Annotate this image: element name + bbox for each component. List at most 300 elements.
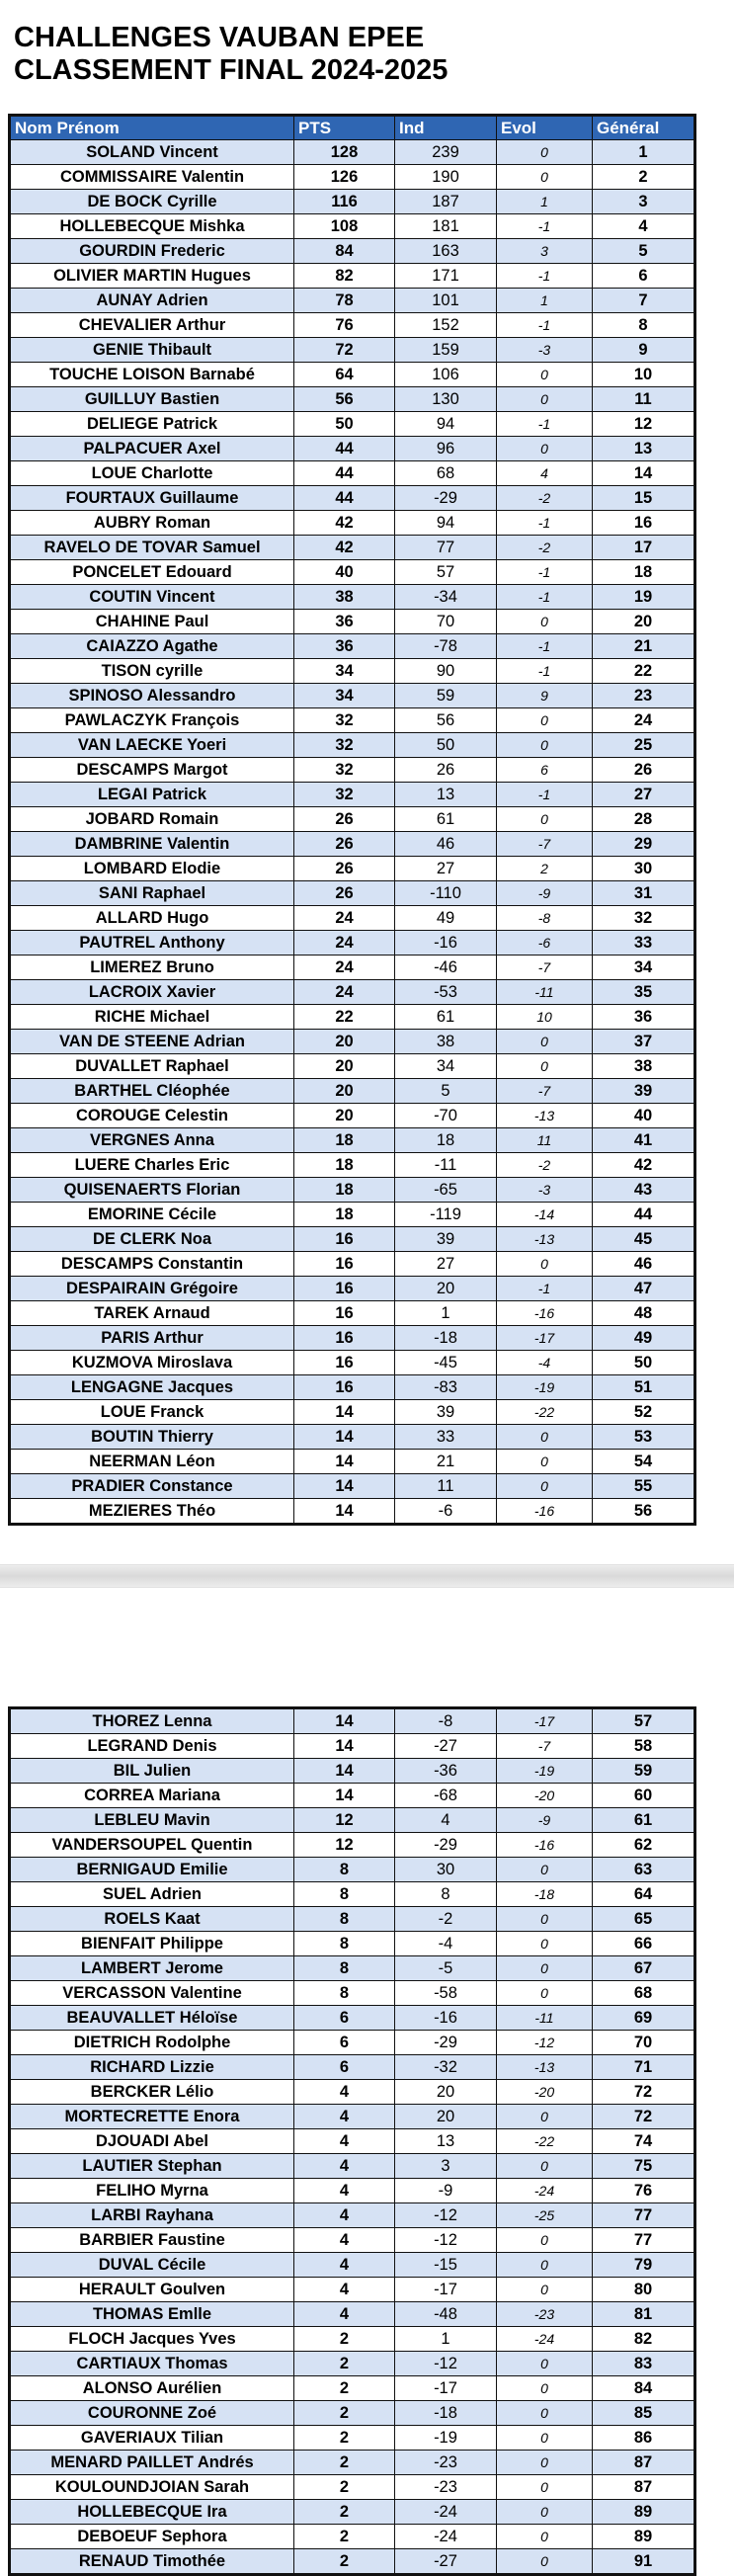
cell-name: PALPACUER Axel (10, 437, 294, 461)
cell-rank: 16 (593, 511, 695, 536)
cell-rank: 74 (593, 2129, 695, 2154)
cell-evol: -7 (497, 1734, 593, 1759)
cell-name: GENIE Thibault (10, 338, 294, 363)
cell-evol: -19 (497, 1375, 593, 1400)
cell-rank: 84 (593, 2376, 695, 2401)
cell-ind: -27 (395, 2549, 497, 2575)
cell-ind: 94 (395, 412, 497, 437)
cell-name: OLIVIER MARTIN Hugues (10, 264, 294, 289)
cell-pts: 44 (294, 486, 395, 511)
cell-pts: 108 (294, 214, 395, 239)
table-row (10, 1277, 695, 1301)
cell-pts: 128 (294, 140, 395, 165)
cell-evol: 0 (497, 1030, 593, 1054)
cell-pts: 126 (294, 165, 395, 190)
cell-pts: 16 (294, 1227, 395, 1252)
cell-pts: 82 (294, 264, 395, 289)
cell-name: TOUCHE LOISON Barnabé (10, 363, 294, 387)
cell-rank: 57 (593, 1708, 695, 1734)
table-row (10, 1474, 695, 1499)
cell-name: DESPAIRAIN Grégoire (10, 1277, 294, 1301)
cell-name: SANI Raphael (10, 881, 294, 906)
cell-ind: 50 (395, 733, 497, 758)
cell-pts: 16 (294, 1252, 395, 1277)
cell-name: FLOCH Jacques Yves (10, 2327, 294, 2352)
table-row (10, 1128, 695, 1153)
cell-rank: 18 (593, 560, 695, 585)
cell-rank: 77 (593, 2203, 695, 2228)
cell-evol: -22 (497, 1400, 593, 1425)
cell-ind: -17 (395, 2376, 497, 2401)
cell-ind: 13 (395, 783, 497, 807)
cell-evol: -1 (497, 560, 593, 585)
cell-pts: 2 (294, 2549, 395, 2575)
cell-ind: 56 (395, 708, 497, 733)
table-row (10, 1301, 695, 1326)
cell-name: RAVELO DE TOVAR Samuel (10, 536, 294, 560)
cell-rank: 33 (593, 931, 695, 956)
cell-rank: 67 (593, 1956, 695, 1981)
table-row (10, 2352, 695, 2376)
cell-name: LEBLEU Mavin (10, 1808, 294, 1833)
table-row (10, 239, 695, 264)
cell-evol: 0 (497, 2401, 593, 2426)
cell-rank: 47 (593, 1277, 695, 1301)
cell-name: AUBRY Roman (10, 511, 294, 536)
cell-name: LIMEREZ Bruno (10, 956, 294, 980)
table-row (10, 1882, 695, 1907)
cell-ind: -29 (395, 2031, 497, 2055)
cell-rank: 52 (593, 1400, 695, 1425)
cell-name: DJOUADI Abel (10, 2129, 294, 2154)
table-row (10, 140, 695, 165)
cell-rank: 55 (593, 1474, 695, 1499)
cell-rank: 43 (593, 1178, 695, 1203)
cell-pts: 38 (294, 585, 395, 610)
table-row (10, 1227, 695, 1252)
cell-name: PAWLACZYK François (10, 708, 294, 733)
cell-evol: -24 (497, 2327, 593, 2352)
table-row (10, 2080, 695, 2105)
cell-pts: 4 (294, 2278, 395, 2302)
cell-ind: -16 (395, 931, 497, 956)
table-row (10, 1734, 695, 1759)
cell-ind: 27 (395, 857, 497, 881)
table-row (10, 1907, 695, 1932)
table-row (10, 1203, 695, 1227)
cell-ind: 49 (395, 906, 497, 931)
cell-evol: -1 (497, 585, 593, 610)
cell-pts: 14 (294, 1425, 395, 1450)
cell-ind: 90 (395, 659, 497, 684)
cell-pts: 24 (294, 956, 395, 980)
cell-rank: 38 (593, 1054, 695, 1079)
cell-evol: 10 (497, 1005, 593, 1030)
cell-ind: 77 (395, 536, 497, 560)
cell-pts: 2 (294, 2451, 395, 2475)
cell-pts: 16 (294, 1375, 395, 1400)
table-row (10, 980, 695, 1005)
cell-pts: 2 (294, 2376, 395, 2401)
cell-pts: 2 (294, 2525, 395, 2549)
cell-name: ROELS Kaat (10, 1907, 294, 1932)
table-row (10, 2154, 695, 2179)
cell-rank: 10 (593, 363, 695, 387)
table-row (10, 214, 695, 239)
cell-rank: 15 (593, 486, 695, 511)
cell-name: RICHARD Lizzie (10, 2055, 294, 2080)
cell-rank: 89 (593, 2525, 695, 2549)
header-rank: Général (593, 116, 695, 140)
cell-rank: 22 (593, 659, 695, 684)
cell-evol: -1 (497, 313, 593, 338)
cell-evol: 1 (497, 289, 593, 313)
cell-name: LOMBARD Elodie (10, 857, 294, 881)
cell-evol: 0 (497, 1425, 593, 1450)
cell-pts: 4 (294, 2179, 395, 2203)
cell-evol: -1 (497, 1277, 593, 1301)
cell-rank: 60 (593, 1784, 695, 1808)
cell-name: VERGNES Anna (10, 1128, 294, 1153)
cell-name: AUNAY Adrien (10, 289, 294, 313)
cell-rank: 12 (593, 412, 695, 437)
cell-name: LAMBERT Jerome (10, 1956, 294, 1981)
cell-ind: -12 (395, 2352, 497, 2376)
table-row (10, 338, 695, 363)
table-row (10, 313, 695, 338)
cell-evol: 4 (497, 461, 593, 486)
cell-name: VAN LAECKE Yoeri (10, 733, 294, 758)
cell-pts: 8 (294, 1932, 395, 1956)
cell-rank: 91 (593, 2549, 695, 2575)
cell-pts: 76 (294, 313, 395, 338)
cell-ind: 159 (395, 338, 497, 363)
cell-name: LOUE Franck (10, 1400, 294, 1425)
header-name: Nom Prénom (10, 116, 294, 140)
cell-name: LEGAI Patrick (10, 783, 294, 807)
table-row (10, 1759, 695, 1784)
cell-name: GUILLUY Bastien (10, 387, 294, 412)
cell-ind: -27 (395, 1734, 497, 1759)
cell-rank: 54 (593, 1450, 695, 1474)
cell-ind: -70 (395, 1104, 497, 1128)
table-row (10, 511, 695, 536)
cell-rank: 58 (593, 1734, 695, 1759)
table-row (10, 807, 695, 832)
cell-rank: 81 (593, 2302, 695, 2327)
cell-evol: 0 (497, 708, 593, 733)
table-row (10, 733, 695, 758)
cell-rank: 71 (593, 2055, 695, 2080)
cell-ind: -16 (395, 2006, 497, 2031)
cell-ind: -110 (395, 881, 497, 906)
cell-rank: 86 (593, 2426, 695, 2451)
cell-rank: 72 (593, 2080, 695, 2105)
cell-evol: 0 (497, 2105, 593, 2129)
cell-ind: -8 (395, 1708, 497, 1734)
table-row (10, 857, 695, 881)
cell-rank: 51 (593, 1375, 695, 1400)
cell-name: RENAUD Timothée (10, 2549, 294, 2575)
cell-pts: 14 (294, 1708, 395, 1734)
cell-evol: -16 (497, 1301, 593, 1326)
table-header-row (10, 116, 695, 140)
ranking-table-page-1 (8, 114, 696, 1526)
table-row (10, 2203, 695, 2228)
cell-ind: -12 (395, 2228, 497, 2253)
cell-pts: 42 (294, 511, 395, 536)
cell-rank: 76 (593, 2179, 695, 2203)
cell-name: LEGRAND Denis (10, 1734, 294, 1759)
cell-pts: 14 (294, 1759, 395, 1784)
cell-rank: 7 (593, 289, 695, 313)
cell-evol: -24 (497, 2179, 593, 2203)
cell-name: COURONNE Zoé (10, 2401, 294, 2426)
cell-name: LOUE Charlotte (10, 461, 294, 486)
cell-rank: 72 (593, 2105, 695, 2129)
cell-pts: 2 (294, 2500, 395, 2525)
cell-ind: 30 (395, 1858, 497, 1882)
table-row (10, 486, 695, 511)
cell-evol: -16 (497, 1833, 593, 1858)
cell-rank: 44 (593, 1203, 695, 1227)
table-row (10, 931, 695, 956)
cell-pts: 8 (294, 1981, 395, 2006)
cell-ind: -23 (395, 2451, 497, 2475)
cell-pts: 26 (294, 857, 395, 881)
table-row (10, 1932, 695, 1956)
cell-ind: 33 (395, 1425, 497, 1450)
cell-pts: 8 (294, 1882, 395, 1907)
table-row (10, 1178, 695, 1203)
cell-evol: 0 (497, 140, 593, 165)
cell-evol: -7 (497, 832, 593, 857)
table-row (10, 2031, 695, 2055)
cell-evol: 0 (497, 610, 593, 634)
cell-evol: 0 (497, 2376, 593, 2401)
table-row (10, 832, 695, 857)
cell-name: GOURDIN Frederic (10, 239, 294, 264)
table-row (10, 881, 695, 906)
cell-name: HERAULT Goulven (10, 2278, 294, 2302)
cell-rank: 27 (593, 783, 695, 807)
cell-ind: 61 (395, 807, 497, 832)
cell-ind: 46 (395, 832, 497, 857)
cell-pts: 116 (294, 190, 395, 214)
cell-evol: 0 (497, 2154, 593, 2179)
table-row (10, 1054, 695, 1079)
cell-evol: -1 (497, 783, 593, 807)
cell-name: TISON cyrille (10, 659, 294, 684)
cell-ind: 20 (395, 2080, 497, 2105)
table-row (10, 2451, 695, 2475)
cell-ind: 70 (395, 610, 497, 634)
cell-evol: 0 (497, 2451, 593, 2475)
cell-pts: 4 (294, 2154, 395, 2179)
cell-rank: 28 (593, 807, 695, 832)
table-row (10, 634, 695, 659)
table-row (10, 2302, 695, 2327)
cell-ind: 34 (395, 1054, 497, 1079)
cell-ind: 3 (395, 2154, 497, 2179)
cell-pts: 2 (294, 2352, 395, 2376)
cell-rank: 1 (593, 140, 695, 165)
cell-rank: 65 (593, 1907, 695, 1932)
cell-ind: -68 (395, 1784, 497, 1808)
cell-ind: -36 (395, 1759, 497, 1784)
page-title (14, 22, 448, 87)
table-row (10, 1956, 695, 1981)
cell-name: PAUTREL Anthony (10, 931, 294, 956)
cell-evol: 0 (497, 1252, 593, 1277)
cell-evol: -6 (497, 931, 593, 956)
table-row (10, 956, 695, 980)
cell-evol: -3 (497, 338, 593, 363)
cell-rank: 53 (593, 1425, 695, 1450)
cell-name: VANDERSOUPEL Quentin (10, 1833, 294, 1858)
table-row (10, 1833, 695, 1858)
cell-rank: 26 (593, 758, 695, 783)
cell-rank: 30 (593, 857, 695, 881)
cell-evol: -9 (497, 881, 593, 906)
cell-pts: 26 (294, 807, 395, 832)
cell-pts: 20 (294, 1079, 395, 1104)
cell-evol: 0 (497, 2278, 593, 2302)
cell-name: DELIEGE Patrick (10, 412, 294, 437)
cell-ind: 239 (395, 140, 497, 165)
cell-ind: 61 (395, 1005, 497, 1030)
cell-ind: 68 (395, 461, 497, 486)
cell-name: NEERMAN Léon (10, 1450, 294, 1474)
cell-name: LUERE Charles Eric (10, 1153, 294, 1178)
cell-pts: 8 (294, 1907, 395, 1932)
cell-rank: 56 (593, 1499, 695, 1525)
table-row (10, 1326, 695, 1351)
cell-name: MENARD PAILLET Andrés (10, 2451, 294, 2475)
cell-evol: -2 (497, 1153, 593, 1178)
cell-pts: 18 (294, 1153, 395, 1178)
table-row (10, 536, 695, 560)
cell-name: DESCAMPS Margot (10, 758, 294, 783)
cell-name: CARTIAUX Thomas (10, 2352, 294, 2376)
cell-ind: 4 (395, 1808, 497, 1833)
cell-rank: 61 (593, 1808, 695, 1833)
cell-rank: 2 (593, 165, 695, 190)
cell-rank: 41 (593, 1128, 695, 1153)
cell-pts: 4 (294, 2105, 395, 2129)
cell-evol: 0 (497, 2253, 593, 2278)
cell-evol: 0 (497, 2228, 593, 2253)
cell-name: VAN DE STEENE Adrian (10, 1030, 294, 1054)
cell-name: COROUGE Celestin (10, 1104, 294, 1128)
cell-ind: -17 (395, 2278, 497, 2302)
cell-pts: 4 (294, 2302, 395, 2327)
cell-evol: -2 (497, 486, 593, 511)
cell-evol: -17 (497, 1708, 593, 1734)
cell-pts: 34 (294, 659, 395, 684)
cell-rank: 31 (593, 881, 695, 906)
table-row (10, 708, 695, 733)
table-row (10, 783, 695, 807)
cell-pts: 6 (294, 2031, 395, 2055)
cell-ind: 20 (395, 1277, 497, 1301)
cell-rank: 63 (593, 1858, 695, 1882)
cell-pts: 18 (294, 1203, 395, 1227)
cell-ind: -46 (395, 956, 497, 980)
cell-pts: 22 (294, 1005, 395, 1030)
cell-evol: 2 (497, 857, 593, 881)
cell-pts: 16 (294, 1326, 395, 1351)
cell-evol: -9 (497, 1808, 593, 1833)
cell-ind: -4 (395, 1932, 497, 1956)
cell-evol: -3 (497, 1178, 593, 1203)
cell-evol: 0 (497, 1054, 593, 1079)
cell-ind: -12 (395, 2203, 497, 2228)
cell-name: MORTECRETTE Enora (10, 2105, 294, 2129)
table-row (10, 2105, 695, 2129)
cell-evol: -13 (497, 2055, 593, 2080)
table-row (10, 1858, 695, 1882)
cell-evol: 0 (497, 437, 593, 461)
table-row (10, 2376, 695, 2401)
cell-pts: 4 (294, 2129, 395, 2154)
cell-ind: 101 (395, 289, 497, 313)
cell-ind: -65 (395, 1178, 497, 1203)
cell-rank: 34 (593, 956, 695, 980)
title-line-2: CLASSEMENT FINAL 2024-2025 (14, 54, 449, 86)
table-row (10, 461, 695, 486)
cell-pts: 4 (294, 2228, 395, 2253)
cell-name: BIENFAIT Philippe (10, 1932, 294, 1956)
cell-ind: 1 (395, 1301, 497, 1326)
cell-rank: 62 (593, 1833, 695, 1858)
cell-pts: 26 (294, 832, 395, 857)
cell-rank: 8 (593, 313, 695, 338)
cell-name: DEBOEUF Sephora (10, 2525, 294, 2549)
cell-rank: 70 (593, 2031, 695, 2055)
cell-evol: -1 (497, 412, 593, 437)
table-row (10, 560, 695, 585)
cell-name: LENGAGNE Jacques (10, 1375, 294, 1400)
cell-evol: 0 (497, 1956, 593, 1981)
cell-rank: 37 (593, 1030, 695, 1054)
cell-pts: 14 (294, 1474, 395, 1499)
cell-name: BERCKER Lélio (10, 2080, 294, 2105)
cell-name: DUVAL Cécile (10, 2253, 294, 2278)
cell-rank: 20 (593, 610, 695, 634)
table-row (10, 1450, 695, 1474)
cell-ind: 187 (395, 190, 497, 214)
cell-evol: -11 (497, 980, 593, 1005)
cell-rank: 42 (593, 1153, 695, 1178)
table-row (10, 2179, 695, 2203)
cell-ind: 39 (395, 1400, 497, 1425)
table-row (10, 2426, 695, 2451)
cell-ind: 18 (395, 1128, 497, 1153)
page-separator (0, 1564, 734, 1588)
cell-pts: 20 (294, 1030, 395, 1054)
table-row (10, 387, 695, 412)
cell-rank: 3 (593, 190, 695, 214)
cell-name: HOLLEBECQUE Ira (10, 2500, 294, 2525)
cell-pts: 64 (294, 363, 395, 387)
cell-pts: 26 (294, 881, 395, 906)
cell-name: ALONSO Aurélien (10, 2376, 294, 2401)
cell-ind: -23 (395, 2475, 497, 2500)
table-row (10, 1425, 695, 1450)
cell-name: THOREZ Lenna (10, 1708, 294, 1734)
cell-evol: -12 (497, 2031, 593, 2055)
